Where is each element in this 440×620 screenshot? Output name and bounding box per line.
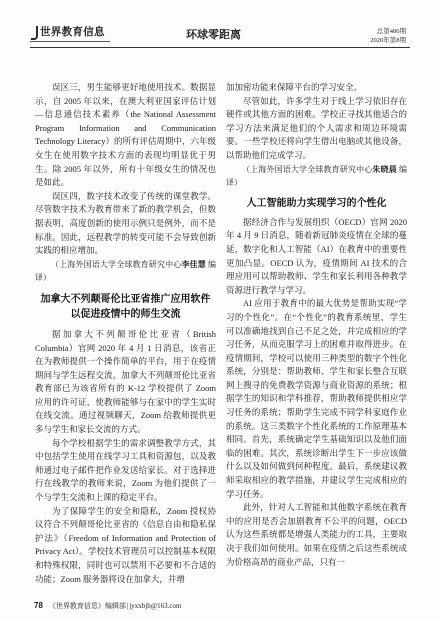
ai-article-title — [226, 196, 407, 211]
ai-paragraph-3: 此外，针对人工智能和其他数字系统在教育中的应用是否会加剧教育不公平的问题，OECD 认为这些系统都是增强人类能力的工具，主要取决于我们如何使用。如果在疫情之后这些系统成为价格高昂的商业产品，只有一 — [226, 502, 407, 567]
myths-attribution — [35, 258, 216, 285]
footer-separator: | — [126, 602, 129, 610]
issue-date: 2020年第8期 — [370, 37, 406, 44]
bc-zoom-paragraph-4: 尽管如此，许多学生对于线上学习依旧存在硬件或其他方面的困难。学校正寻找其他适合的学习方法来满足他们的个人需求和周边环境需要。一些学校还将向学生借出电脑或其他设备，以帮助他们完成学习。 — [226, 95, 407, 160]
myths-paragraph-4: 误区四，数字技术改变了传统的课堂教学。尽管数字技术为教育带来了新的教学机会，但数据表明，高度创新的使用示例只是例外，而不是标准。因此，远程教学的转变可能不会导致创新实践的相应增加。 — [35, 190, 216, 256]
ai-paragraph-1: 据经济合作与发展组织（OECD）官网 2020 年 4 月 9 日消息，随着新冠肺炎疫情在全球的蔓延，数字化和人工智能（AI）在教育中的重要性更加凸显。OECD 认为，疫情期间 AI 技术的合理应用可以帮助教师、学生和家长利用各种教学资源进行教学与学习。 — [226, 216, 407, 295]
logo-underline — [30, 41, 110, 42]
issue-info — [346, 27, 406, 45]
editorial-email: jyxxbjb@163.com — [129, 602, 182, 610]
attribution-org: （上海外国语大学全球教育研究中心 — [242, 164, 373, 174]
bc-zoom-paragraph-2: 每个学校根据学生的需求调整教学方式，其中包括学生使用在线学习工具和资源包，以及教师通过电子邮件把作业发送给家长。对于选择进行在线教学的教师来说，Zoom 为他们提供了一个与学生交流和上课的稳定平台。 — [35, 437, 216, 503]
page-number: 78 — [34, 601, 43, 610]
myths-paragraph-3: 误区三，男生能够更好地使用技术。数据显示，自 2005 年以来，在澳大利亚国家评估计划—信息通信技术素养（the National Assessment Program Information and Communication Technology Literacy）的所有评估周期中，六年级女生在使用数字技术方面的表现均明显优于男生。除 2005 年以外，所有十年级女生的情况也是如此。 — [35, 82, 216, 188]
title-line-1: 加拿大不列颠哥伦比亚省推广应用软件 — [40, 293, 211, 305]
logo-mark-icon — [31, 26, 38, 40]
section-title: 环球零距离 — [186, 28, 241, 41]
bc-zoom-attribution — [226, 163, 407, 190]
editorial-office: 《世界教育信息》编辑部 — [48, 602, 126, 610]
bc-zoom-paragraph-3: 为了保障学生的安全和隐私，Zoom 授权协议符合不列颠哥伦比亚省的《信息自由和隐私保护法》（Freedom of Information and Protection of Privacy Act）。学校技术管理员可以控制基本权限和特殊权限，同时也可以禁用不必要和不合适的功能；Zoom 服务器将设在加拿大，并增 — [35, 505, 216, 584]
bc-zoom-article-title — [35, 292, 216, 322]
bc-zoom-paragraph-1: 据加拿大不列颠哥伦比亚省（British Columbia）官网 2020 年 4 月 1 日消息，该省正在为教师提供一个操作简单的平台，用于在疫情期间与学生远程交流。加拿大不列颠哥伦比亚省教育部已为该省所有的 K-12 学校提供了 Zoom 应用的许可证，使教师能够与在家中的学生实时在线交流。通过视频聊天，Zoom 给教师提供更多与学生和家长交流的方式。 — [35, 328, 216, 435]
title-line-2: 以促进疫情中的师生交流 — [70, 308, 181, 320]
journal-logo: 世界教育信息 — [40, 26, 105, 38]
right-column — [226, 81, 407, 569]
page-footer — [34, 601, 181, 611]
issue-total: 总第486期 — [376, 28, 406, 35]
attribution-org: （上海外国语大学全球教育研究中心 — [51, 259, 182, 269]
ai-paragraph-2: AI 应用于教育中的最大优势是帮助实现“学习的个性化”。在“个性化”的教育系统里，学生可以准确地找到自己不足之处，并完成相应的学习任务，从而克服学习上的困难并取得进步。在疫情期间，学校可以使用三种类型的数字个性化系统，分别是：帮助教师、学生和家长整合互联网上搜寻的免费教学资源与商业资源的系统；根据学生的知识和学科推荐，帮助教师提供相应学习任务的系统；帮助学生完成不同学科家庭作业的系统。这三类数字个性化系统的工作原理基本相同。首先，系统确定学生基础知识以及他们面临的困难。其次，系统诊断出学生下一步应该做什么以及如何做到何种程度。最后，系统建议教师采取相应的教学措施，并建议学生完成相应的学习任务。 — [226, 298, 407, 499]
header-divider — [30, 47, 410, 48]
attribution-suffix: 编译） — [226, 164, 408, 188]
attribution-name: 朱晓晨 — [372, 164, 397, 174]
bc-zoom-paragraph-3-continued: 加加密功能来保障平台的学习安全。 — [226, 82, 363, 92]
attribution-suffix: 编译） — [35, 259, 217, 283]
title-line-1: 人工智能助力实现学习的个性化 — [246, 197, 387, 209]
left-column — [35, 81, 216, 586]
attribution-name: 李佳慧 — [181, 259, 206, 269]
